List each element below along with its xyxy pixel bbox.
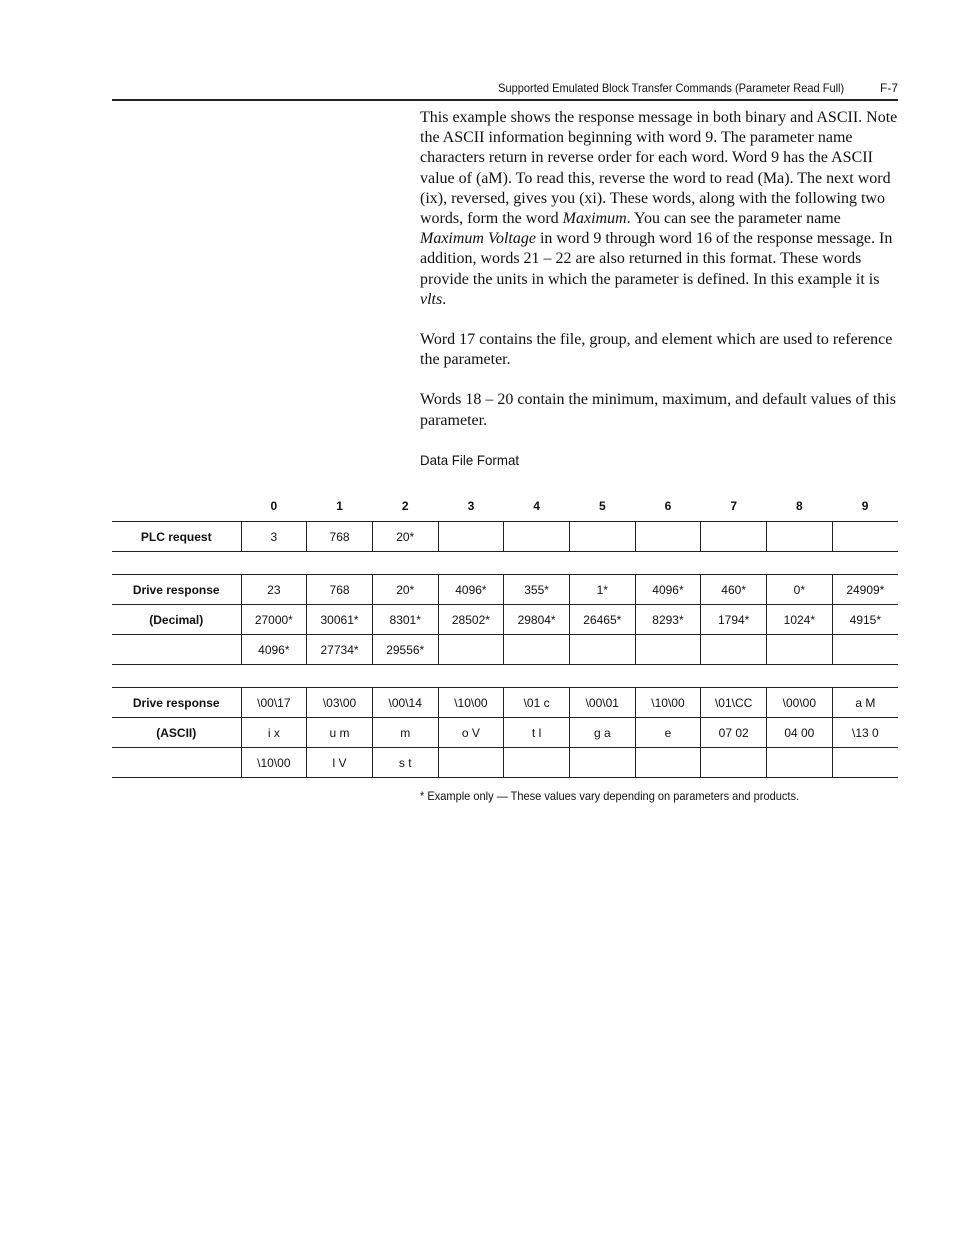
table-cell: 04 00 bbox=[767, 718, 833, 748]
table-cell bbox=[438, 635, 504, 665]
table-cell: 355* bbox=[504, 575, 570, 605]
table-cell bbox=[701, 748, 767, 778]
page-header bbox=[112, 79, 898, 101]
table-cell: o V bbox=[438, 718, 504, 748]
table-cell bbox=[438, 522, 504, 552]
table-cell bbox=[504, 522, 570, 552]
column-header: 9 bbox=[861, 498, 869, 513]
table-row bbox=[112, 688, 898, 718]
table-cell: 8301* bbox=[372, 605, 438, 635]
row-label bbox=[112, 748, 241, 778]
table-cell: u m bbox=[307, 718, 373, 748]
table-cell: t l bbox=[504, 718, 570, 748]
table-cell: 3 bbox=[241, 522, 307, 552]
data-file-format-table bbox=[112, 490, 898, 778]
table-cell: \00\00 bbox=[767, 688, 833, 718]
table-cell: e bbox=[635, 718, 701, 748]
italic-text: Maximum bbox=[562, 210, 627, 228]
table-cell bbox=[569, 522, 635, 552]
body-text bbox=[420, 108, 898, 451]
column-header: 6 bbox=[664, 498, 672, 513]
table-cell: \00\17 bbox=[241, 688, 307, 718]
row-label: PLC request bbox=[112, 522, 241, 552]
table-cell bbox=[832, 635, 898, 665]
table-cell bbox=[701, 635, 767, 665]
row-label: (ASCII) bbox=[112, 718, 241, 748]
header-blank bbox=[112, 490, 241, 522]
table-cell: 1794* bbox=[701, 605, 767, 635]
column-header: 7 bbox=[730, 498, 737, 513]
table-cell: g a bbox=[569, 718, 635, 748]
table-row bbox=[112, 575, 898, 605]
table-caption: Data File Format bbox=[420, 452, 520, 468]
table-cell: 0* bbox=[767, 575, 833, 605]
paragraph-text: . bbox=[442, 290, 447, 308]
table-cell bbox=[832, 748, 898, 778]
table-cell bbox=[504, 748, 570, 778]
table-cell bbox=[701, 522, 767, 552]
table-cell bbox=[504, 635, 570, 665]
column-header: 8 bbox=[796, 498, 803, 513]
table-cell: \10\00 bbox=[635, 688, 701, 718]
table-cell: \13 0 bbox=[832, 718, 898, 748]
table-row bbox=[112, 605, 898, 635]
italic-text: Maximum Voltage bbox=[420, 230, 536, 248]
table-cell: 30061* bbox=[307, 605, 373, 635]
table-cell: 29556* bbox=[372, 635, 438, 665]
table-cell: \03\00 bbox=[307, 688, 373, 718]
table-cell: 24909* bbox=[832, 575, 898, 605]
table-cell: 27734* bbox=[307, 635, 373, 665]
table-footnote: * Example only — These values vary depending on parameters and products. bbox=[420, 789, 800, 803]
column-header: 2 bbox=[401, 498, 409, 513]
table-cell bbox=[767, 748, 833, 778]
paragraph-text: in word 9 through word 16 of the response message. In addition, words 21 – 22 are also returned in this format. These words provide the units in which the parameter is defined. In this example it is bbox=[420, 230, 893, 288]
row-label bbox=[112, 635, 241, 665]
table-cell: 20* bbox=[372, 575, 438, 605]
table-cell: 23 bbox=[241, 575, 307, 605]
table-cell: s t bbox=[372, 748, 438, 778]
table-cell bbox=[635, 635, 701, 665]
table-cell: \10\00 bbox=[438, 688, 504, 718]
table-cell: 27000* bbox=[241, 605, 307, 635]
table-cell bbox=[832, 522, 898, 552]
header-title: Supported Emulated Block Transfer Commands (Parameter Read Full) bbox=[497, 81, 844, 95]
table-cell bbox=[438, 748, 504, 778]
table-row bbox=[112, 635, 898, 665]
table-cell: 4915* bbox=[832, 605, 898, 635]
row-label: Drive response bbox=[112, 688, 241, 718]
paragraph bbox=[420, 390, 898, 430]
paragraph-text: . You can see the parameter name bbox=[626, 210, 841, 228]
table-cell bbox=[635, 522, 701, 552]
page-number: F-7 bbox=[880, 81, 898, 95]
paragraph bbox=[420, 108, 898, 310]
table-cell: 768 bbox=[307, 522, 373, 552]
table-cell: 1024* bbox=[767, 605, 833, 635]
table-cell: 4096* bbox=[241, 635, 307, 665]
table-cell: 29804* bbox=[504, 605, 570, 635]
table-cell: \00\01 bbox=[569, 688, 635, 718]
group-spacer bbox=[112, 665, 898, 688]
table-cell bbox=[569, 635, 635, 665]
table-cell: 20* bbox=[372, 522, 438, 552]
group-spacer bbox=[112, 552, 898, 575]
table-cell: 26465* bbox=[569, 605, 635, 635]
paragraph bbox=[420, 330, 898, 370]
table-cell bbox=[767, 635, 833, 665]
table-cell: 1* bbox=[569, 575, 635, 605]
table-cell: 07 02 bbox=[701, 718, 767, 748]
table-cell: \01 c bbox=[504, 688, 570, 718]
column-header: 4 bbox=[533, 498, 540, 513]
column-header: 1 bbox=[336, 498, 343, 513]
table-cell: 28502* bbox=[438, 605, 504, 635]
table-cell bbox=[767, 522, 833, 552]
table-cell: 4096* bbox=[635, 575, 701, 605]
column-header: 0 bbox=[270, 498, 278, 513]
table-cell: \10\00 bbox=[241, 748, 307, 778]
table-cell: l V bbox=[307, 748, 373, 778]
table-cell: m bbox=[372, 718, 438, 748]
table-row bbox=[112, 718, 898, 748]
table-cell: 8293* bbox=[635, 605, 701, 635]
row-label: (Decimal) bbox=[112, 605, 241, 635]
table-cell: 4096* bbox=[438, 575, 504, 605]
row-label: Drive response bbox=[112, 575, 241, 605]
paragraph-text: This example shows the response message in both binary and ASCII. Note the ASCII information beginning with word 9. The parameter name characters return in reverse order for each word. Word 9 has the ASCII value of (aM). To read this, reverse the word to read (Ma). The next word (ix), reversed, gives you (xi). These words, along with the following two words, form the word bbox=[420, 109, 898, 228]
table-cell: a M bbox=[832, 688, 898, 718]
paragraph-text: Word 17 contains the file, group, and element which are used to reference the parameter. bbox=[420, 331, 893, 369]
italic-text: vlts bbox=[420, 290, 443, 308]
column-header: 5 bbox=[598, 498, 606, 513]
table-cell bbox=[635, 748, 701, 778]
table-cell: \00\14 bbox=[372, 688, 438, 718]
paragraph-text: Words 18 – 20 contain the minimum, maximum, and default values of this parameter. bbox=[420, 391, 896, 429]
table-cell: \01\CC bbox=[701, 688, 767, 718]
table-cell: 768 bbox=[307, 575, 373, 605]
column-header: 3 bbox=[467, 498, 475, 513]
table-header-row bbox=[112, 490, 898, 522]
table-row bbox=[112, 522, 898, 552]
table-cell bbox=[569, 748, 635, 778]
table-cell: i x bbox=[241, 718, 307, 748]
table-cell: 460* bbox=[701, 575, 767, 605]
table-row bbox=[112, 748, 898, 778]
